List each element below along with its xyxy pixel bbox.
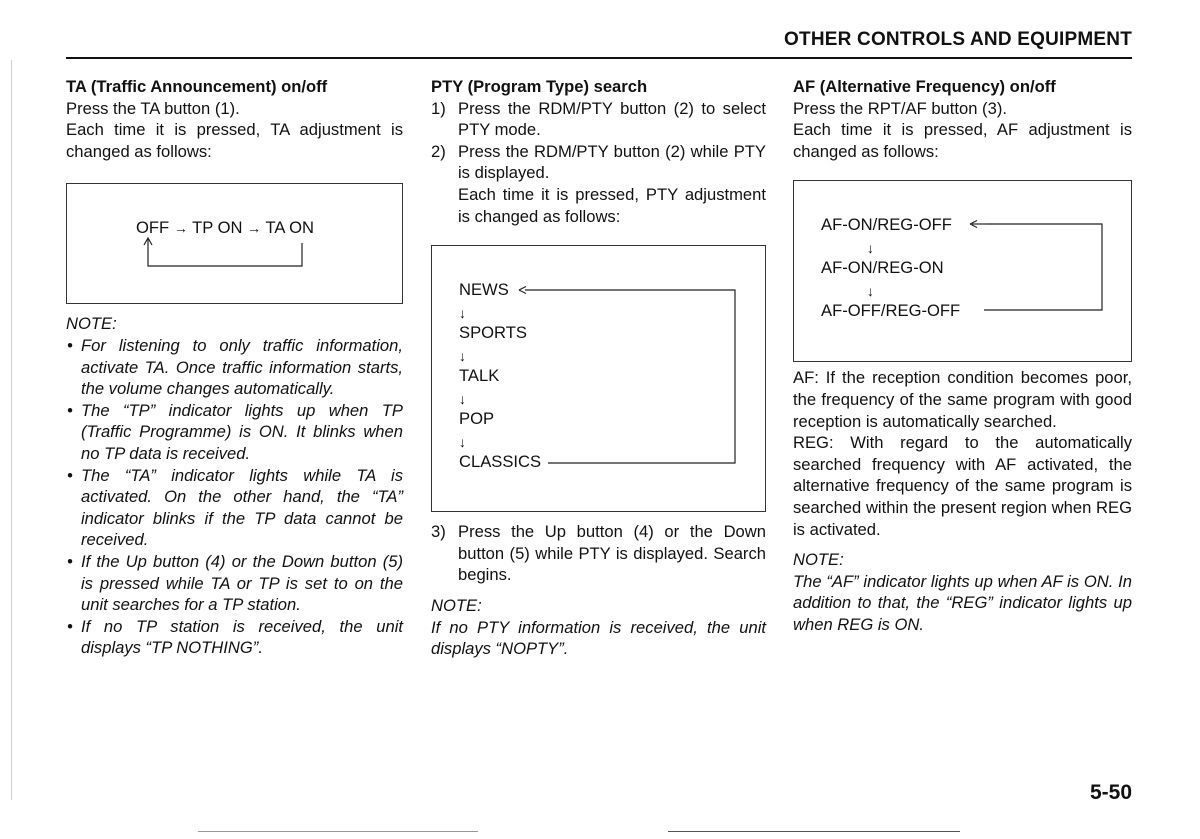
list-item: • The “TP” indicator lights up when TP (Traffic Programme) is ON. It blinks when no TP data is received. bbox=[67, 400, 403, 463]
af-explanation: AF: If the reception condition becomes poor, the frequency of the same program with good reception is automatically searched. bbox=[793, 368, 1132, 431]
down-arrow-icon: ↓ bbox=[867, 283, 874, 300]
pty-item-news: NEWS bbox=[459, 280, 509, 300]
footer-scan-line bbox=[668, 831, 960, 832]
pty-item-talk: TALK bbox=[459, 366, 500, 386]
ta-note-label: NOTE: bbox=[66, 314, 117, 334]
ta-heading: TA (Traffic Announcement) on/off bbox=[66, 77, 328, 96]
af-description: Each time it is pressed, AF adjustment is changed as follows: bbox=[793, 120, 1132, 161]
af-note: The “AF” indicator lights up when AF is ON. In addition to that, the “REG” indicator lights up when REG is ON. bbox=[793, 571, 1132, 634]
af-state-3: AF-OFF/REG-OFF bbox=[821, 301, 961, 321]
page-edge-line bbox=[11, 60, 12, 800]
down-arrow-icon: ↓ bbox=[867, 240, 874, 257]
ta-state-tp-on: TP ON bbox=[192, 218, 243, 238]
pty-note: If no PTY information is received, the unit displays “NOPTY”. bbox=[431, 617, 766, 659]
af-loop-arrow-icon bbox=[967, 219, 1107, 315]
af-note-label: NOTE: bbox=[793, 550, 844, 570]
pty-steps bbox=[431, 98, 766, 228]
ta-state-off: OFF bbox=[136, 218, 170, 238]
pty-step3 bbox=[431, 521, 766, 586]
af-diagram bbox=[793, 180, 1132, 362]
section-title: OTHER CONTROLS AND EQUIPMENT bbox=[784, 29, 1132, 50]
down-arrow-icon: ↓ bbox=[459, 348, 466, 365]
pty-note-label: NOTE: bbox=[431, 595, 482, 615]
list-item: • The “TA” indicator lights while TA is activated. On the other hand, the “TA” indicator blinks if the TP data cannot be received. bbox=[67, 465, 403, 550]
ta-description: Each time it is pressed, TA adjustment is changed as follows: bbox=[66, 120, 403, 161]
pty-loop-arrow-icon bbox=[516, 286, 740, 472]
af-instruction: Press the RPT/AF button (3). bbox=[793, 98, 1007, 118]
pty-step2-extra: Each time it is pressed, PTY adjustment is changed as follows: bbox=[458, 184, 766, 226]
down-arrow-icon: ↓ bbox=[459, 305, 466, 322]
right-arrow-icon: → bbox=[173, 220, 188, 237]
af-state-1: AF-ON/REG-OFF bbox=[821, 215, 952, 235]
pty-section bbox=[431, 76, 766, 660]
reg-explanation: REG: With regard to the automatically searched frequency with AF activated, the alternative frequency of the same program is searched within the present region when REG is activated. bbox=[793, 433, 1132, 539]
footer-scan-line bbox=[198, 831, 478, 832]
pty-item-sports: SPORTS bbox=[459, 323, 527, 343]
pty-item-classics: CLASSICS bbox=[459, 452, 542, 472]
list-item: 1) Press the RDM/PTY button (2) to select PTY mode. bbox=[431, 98, 766, 140]
pty-item-pop: POP bbox=[459, 409, 495, 429]
af-section bbox=[793, 76, 1132, 636]
ta-instruction: Press the TA button (1). bbox=[66, 98, 240, 118]
right-arrow-icon: → bbox=[247, 220, 262, 237]
ta-loop-arrow-icon bbox=[141, 237, 311, 271]
ta-state-ta-on: TA ON bbox=[265, 218, 315, 238]
pty-diagram bbox=[431, 245, 766, 512]
list-item: • If no TP station is received, the unit displays “TP NOTHING”. bbox=[67, 616, 403, 658]
ta-diagram bbox=[66, 183, 403, 304]
ta-section bbox=[66, 76, 403, 659]
list-item: 3) Press the Up button (4) or the Down button (5) while PTY is displayed. Search begins. bbox=[431, 522, 766, 585]
list-item: • For listening to only traffic information, activate TA. Once traffic information starts, the volume changes automatically. bbox=[67, 335, 403, 399]
ta-notes-list bbox=[66, 335, 403, 659]
header-rule bbox=[66, 57, 1132, 59]
down-arrow-icon: ↓ bbox=[459, 434, 466, 451]
pty-heading: PTY (Program Type) search bbox=[431, 77, 648, 96]
af-state-2: AF-ON/REG-ON bbox=[821, 258, 944, 278]
page-number: 5-50 bbox=[1089, 781, 1132, 804]
down-arrow-icon: ↓ bbox=[459, 391, 466, 408]
list-item: 2) Press the RDM/PTY button (2) while PTY is displayed. Each time it is pressed, PTY adjustment is changed as follows: bbox=[431, 141, 766, 226]
list-item: • If the Up button (4) or the Down button (5) is pressed while TA or TP is set to on the unit searches for a TP station. bbox=[67, 551, 403, 615]
af-heading: AF (Alternative Frequency) on/off bbox=[793, 77, 1056, 96]
